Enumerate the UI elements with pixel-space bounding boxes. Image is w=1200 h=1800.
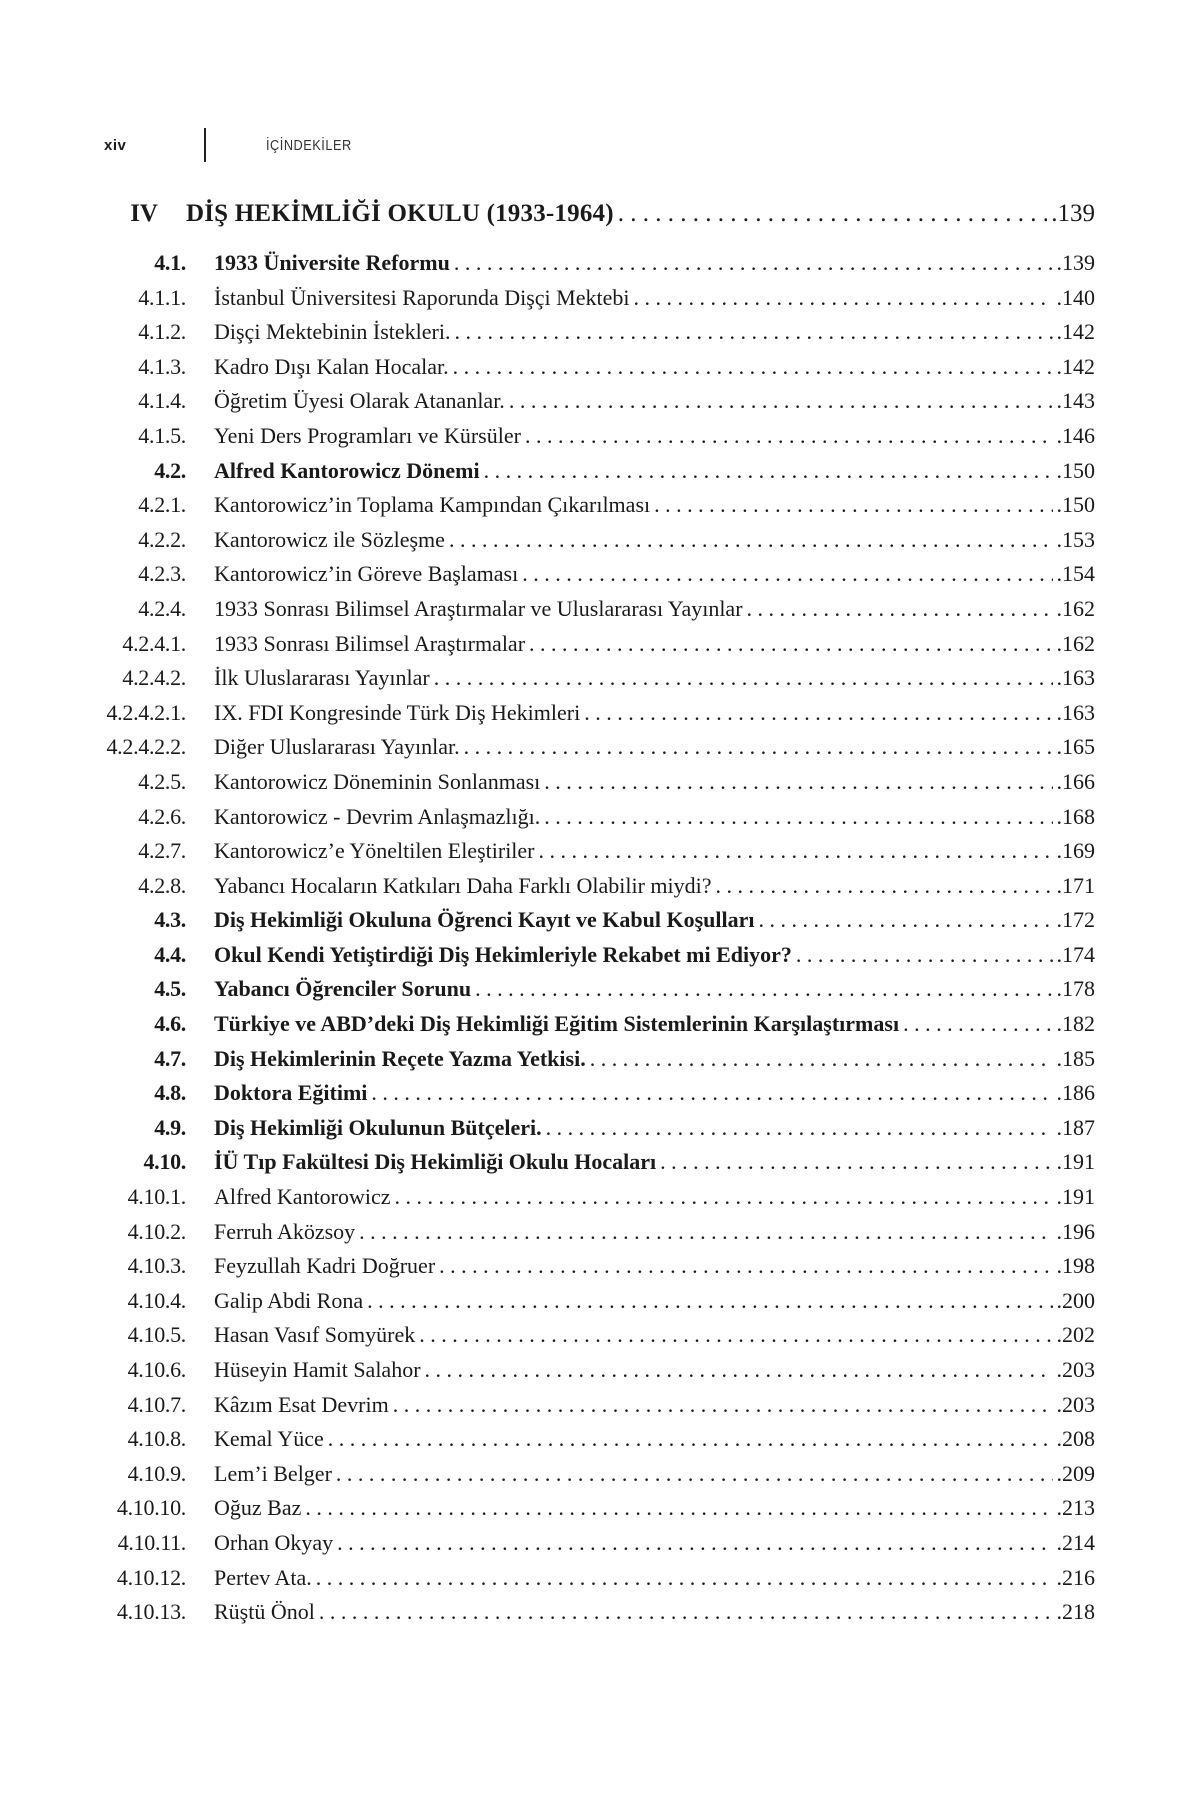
toc-entry-title: Hüseyin Hamit Salahor <box>214 1357 421 1382</box>
toc-entry-page-number: .163 <box>1056 699 1095 725</box>
toc-entry-page-number: .174 <box>1056 941 1095 967</box>
toc-entry-page-number: .153 <box>1056 526 1095 552</box>
toc-entry <box>104 561 1095 596</box>
page-number: xiv <box>104 136 127 154</box>
toc-entry <box>104 1011 1095 1046</box>
toc-entry <box>104 1357 1095 1392</box>
toc-entry <box>104 1219 1095 1254</box>
dot-leader <box>544 804 1052 830</box>
dot-leader <box>371 1080 1052 1106</box>
toc-entry-title: Alfred Kantorowicz Dönemi <box>214 457 480 483</box>
toc-entry-number: 4.2.5. <box>138 768 186 794</box>
toc-entry-number: 4.10.5. <box>127 1322 186 1348</box>
dot-leader <box>453 354 1053 380</box>
toc-entry-number: 4.2.6. <box>138 803 186 829</box>
toc-entry-number: 4.2.4.2. <box>122 665 186 691</box>
toc-entry-page-number: .203 <box>1056 1391 1095 1417</box>
toc-entry <box>104 492 1095 527</box>
toc-entry <box>104 1184 1095 1219</box>
toc-entry-title: İstanbul Üniversitesi Raporunda Dişçi Mektebi <box>214 284 630 310</box>
toc-entry-page-number: .154 <box>1056 561 1095 587</box>
toc-entry <box>104 527 1095 562</box>
dot-leader <box>633 285 1052 311</box>
toc-entry-number: 4.2.4.1. <box>122 630 186 656</box>
toc-entry-title: Galip Abdi Rona <box>214 1287 364 1313</box>
toc-entry-title: Kantorowicz ile Sözleşme <box>214 526 445 552</box>
dot-leader <box>393 1392 1053 1418</box>
toc-entry-number: 4.2.8. <box>138 872 186 898</box>
toc-entry-page-number: .216 <box>1056 1564 1095 1590</box>
toc-entry-title: Kemal Yüce <box>214 1426 324 1452</box>
toc-entry-page-number: .146 <box>1056 422 1095 448</box>
dot-leader <box>525 423 1053 449</box>
toc-entry-page-number: .166 <box>1056 768 1095 794</box>
dot-leader <box>522 561 1052 587</box>
toc-entry <box>104 388 1095 423</box>
toc-entry-number: 4.10.8. <box>127 1426 186 1452</box>
toc-entry-title: Öğretim Üyesi Olarak Atananlar. <box>214 388 505 414</box>
toc-entry-title: Kâzım Esat Devrim <box>214 1391 389 1417</box>
toc-entry-page-number: .162 <box>1056 595 1095 621</box>
toc-entry-page-number: .209 <box>1056 1460 1095 1486</box>
toc-entry-page-number: .218 <box>1056 1599 1095 1625</box>
toc-entry-title: Oğuz Baz <box>214 1495 302 1521</box>
dot-leader <box>395 1184 1053 1210</box>
toc-entry-number: 4.2.4.2.2. <box>106 734 186 760</box>
toc-entry <box>104 458 1095 493</box>
toc-entry <box>104 942 1095 977</box>
toc-entry <box>104 354 1095 389</box>
toc-entry <box>104 804 1095 839</box>
toc-entry-page-number: .213 <box>1056 1495 1095 1521</box>
toc-entry <box>104 1046 1095 1081</box>
dot-leader <box>336 1461 1053 1487</box>
toc-entry-page-number: .150 <box>1056 492 1095 518</box>
toc-entry <box>104 665 1095 700</box>
dot-leader <box>439 1253 1052 1279</box>
toc-entry-title: İÜ Tıp Fakültesi Diş Hekimliği Okulu Hocaları <box>214 1149 657 1175</box>
dot-leader <box>434 665 1053 691</box>
dot-leader <box>544 769 1052 795</box>
toc-entry-title: Dişçi Mektebinin İstekleri. <box>214 319 451 345</box>
dot-leader <box>484 458 1053 484</box>
toc-entry-number: 4.9. <box>154 1114 186 1140</box>
dot-leader <box>509 388 1053 414</box>
toc-entry <box>104 285 1095 320</box>
dot-leader <box>419 1322 1052 1348</box>
toc-entry-page-number: .139 <box>1056 250 1095 275</box>
toc-entry-title: Diş Hekimliği Okulunun Bütçeleri. <box>214 1114 542 1140</box>
dot-leader <box>475 976 1052 1002</box>
toc-entry-page-number: .168 <box>1056 803 1095 829</box>
toc-entry-number: 4.2.2. <box>138 526 186 552</box>
toc-entry-title: Ferruh Aközsoy <box>214 1218 356 1244</box>
toc-entry-title: İlk Uluslararası Yayınlar <box>214 665 430 691</box>
toc-entry-number: 4.1.5. <box>138 422 186 448</box>
toc-entry-page-number: .198 <box>1056 1253 1095 1279</box>
dot-leader <box>539 838 1053 864</box>
toc-entry <box>104 1495 1095 1530</box>
toc-entry-page-number: .187 <box>1056 1114 1095 1140</box>
toc-entry-number: 4.1.4. <box>138 388 186 414</box>
toc-entry <box>104 838 1095 873</box>
dot-leader <box>359 1219 1052 1245</box>
toc-entry-number: 4.1. <box>154 250 186 275</box>
toc-entry-number: 4.10.6. <box>127 1357 186 1382</box>
toc-entry-page-number: .203 <box>1056 1357 1095 1382</box>
toc-entry-title: Yeni Ders Programları ve Kürsüler <box>214 422 521 448</box>
toc-entry-number: 4.10.10. <box>116 1495 186 1521</box>
toc-entry <box>104 734 1095 769</box>
toc-entry-number: 4.10.4. <box>127 1287 186 1313</box>
toc-entry-page-number: .171 <box>1056 872 1095 898</box>
dot-leader <box>367 1288 1052 1314</box>
toc-entry-title: 1933 Sonrası Bilimsel Araştırmalar <box>214 630 526 656</box>
dot-leader <box>316 1565 1053 1591</box>
toc-entry <box>104 873 1095 908</box>
dot-leader <box>546 1115 1053 1141</box>
toc-entry-page-number: .178 <box>1056 976 1095 1002</box>
dot-leader <box>654 492 1052 518</box>
dot-leader <box>337 1530 1052 1556</box>
chapter-number: IV <box>130 200 158 227</box>
chapter-page-number: .139 <box>1051 200 1095 227</box>
toc-entry-number: 4.10.9. <box>127 1460 186 1486</box>
toc-entry-number: 4.2.3. <box>138 561 186 587</box>
toc-entry-page-number: .191 <box>1056 1149 1095 1175</box>
toc-entry-number: 4.2.4. <box>138 595 186 621</box>
toc-entry <box>104 1253 1095 1288</box>
dot-leader <box>464 734 1053 760</box>
toc-entry-title: Hasan Vasıf Somyürek <box>214 1322 416 1348</box>
dot-leader <box>425 1357 1053 1383</box>
toc-entry <box>104 1288 1095 1323</box>
toc-entry <box>104 596 1095 631</box>
toc-entry-page-number: .162 <box>1056 630 1095 656</box>
toc-entry-title: IX. FDI Kongresinde Türk Diş Hekimleri <box>214 699 581 725</box>
running-title: İÇİNDEKİLER <box>266 136 352 154</box>
dot-leader <box>747 596 1053 622</box>
toc-list <box>104 250 1095 1634</box>
toc-entry-number: 4.1.3. <box>138 353 186 379</box>
chapter-title: DİŞ HEKİMLİĞİ OKULU (1933-1964) <box>186 200 614 227</box>
toc-entry-number: 4.8. <box>154 1080 186 1106</box>
toc-entry-page-number: .208 <box>1056 1426 1095 1452</box>
toc-entry-number: 4.6. <box>154 1011 186 1037</box>
dot-leader <box>590 1046 1053 1072</box>
toc-entry-title: Pertev Ata. <box>214 1564 312 1590</box>
toc-entry <box>104 631 1095 666</box>
toc-entry <box>104 1461 1095 1496</box>
toc-entry-number: 4.10.13. <box>116 1599 186 1625</box>
toc-entry-number: 4.10.12. <box>116 1564 186 1590</box>
toc-entry-title: Yabancı Öğrenciler Sorunu <box>214 976 472 1002</box>
dot-leader <box>454 250 1053 276</box>
dot-leader <box>618 200 1047 228</box>
toc-entry-number: 4.10.1. <box>127 1184 186 1210</box>
toc-entry-number: 4.10.3. <box>127 1253 186 1279</box>
toc-entry-title: 1933 Sonrası Bilimsel Araştırmalar ve Uluslararası Yayınlar <box>214 595 743 621</box>
toc-entry <box>104 1322 1095 1357</box>
dot-leader <box>449 527 1053 553</box>
toc-entry <box>104 700 1095 735</box>
toc-entry-page-number: .172 <box>1056 907 1095 933</box>
dot-leader <box>796 942 1053 968</box>
toc-entry-page-number: .163 <box>1056 665 1095 691</box>
toc-entry-title: Doktora Eğitimi <box>214 1080 368 1106</box>
toc-entry-title: Diğer Uluslararası Yayınlar. <box>214 734 460 760</box>
toc-entry-title: 1933 Üniversite Reformu <box>214 250 450 275</box>
toc-entry-title: Kantorowicz’in Göreve Başlaması <box>214 561 519 587</box>
toc-entry-number: 4.10.2. <box>127 1218 186 1244</box>
toc-entry-page-number: .140 <box>1056 284 1095 310</box>
toc-entry-page-number: .200 <box>1056 1287 1095 1313</box>
dot-leader <box>529 631 1052 657</box>
toc-entry-page-number: .202 <box>1056 1322 1095 1348</box>
toc-entry-number: 4.2.7. <box>138 838 186 864</box>
toc-entry-title: Kadro Dışı Kalan Hocalar. <box>214 353 449 379</box>
toc-entry <box>104 1565 1095 1600</box>
toc-entry-page-number: .196 <box>1056 1218 1095 1244</box>
toc-entry <box>104 907 1095 942</box>
toc-entry-title: Orhan Okyay <box>214 1529 334 1555</box>
toc-entry-title: Okul Kendi Yetiştirdiği Diş Hekimleriyle Rekabet mi Ediyor? <box>214 941 792 967</box>
toc-entry-number: 4.5. <box>154 976 186 1002</box>
toc-entry <box>104 1392 1095 1427</box>
toc-entry-number: 4.10.11. <box>117 1529 186 1555</box>
toc-entry-number: 4.2. <box>154 457 186 483</box>
toc-entry-page-number: .169 <box>1056 838 1095 864</box>
toc-entry-title: Kantorowicz Döneminin Sonlanması <box>214 768 541 794</box>
toc-entry-title: Alfred Kantorowicz <box>214 1184 391 1210</box>
toc-entry-page-number: .214 <box>1056 1529 1095 1555</box>
toc-entry-number: 4.3. <box>154 907 186 933</box>
toc-entry-title: Lem’i Belger <box>214 1460 332 1486</box>
toc-entry-title: Kantorowicz’in Toplama Kampından Çıkarılması <box>214 492 651 518</box>
toc-entry <box>104 769 1095 804</box>
dot-leader <box>716 873 1053 899</box>
toc-entry-title: Feyzullah Kadri Doğruer <box>214 1253 436 1279</box>
toc-entry-title: Kantorowicz’e Yöneltilen Eleştiriler <box>214 838 535 864</box>
toc-entry <box>104 976 1095 1011</box>
toc-entry-title: Yabancı Hocaların Katkıları Daha Farklı Olabilir miydi? <box>214 872 712 898</box>
toc-entry-number: 4.1.1. <box>138 284 186 310</box>
toc-entry-page-number: .142 <box>1056 319 1095 345</box>
toc-entry-page-number: .150 <box>1056 457 1095 483</box>
toc-entry-number: 4.10. <box>143 1149 186 1175</box>
toc-entry-number: 4.2.4.2.1. <box>106 699 186 725</box>
toc-entry-title: Rüştü Önol <box>214 1599 315 1625</box>
toc-entry <box>104 1426 1095 1461</box>
toc-entry-title: Türkiye ve ABD’deki Diş Hekimliği Eğitim Sistemlerinin Karşılaştırması <box>214 1011 900 1037</box>
toc-entry-number: 4.7. <box>154 1045 186 1071</box>
toc-entry-page-number: .143 <box>1056 388 1095 414</box>
toc-entry-page-number: .182 <box>1056 1011 1095 1037</box>
toc-entry-page-number: .186 <box>1056 1080 1095 1106</box>
toc-entry-number: 4.10.7. <box>127 1391 186 1417</box>
header-divider <box>204 128 206 162</box>
toc-entry <box>104 250 1095 285</box>
chapter-heading <box>104 200 1095 236</box>
toc-entry-title: Kantorowicz - Devrim Anlaşmazlığı. <box>214 803 541 829</box>
toc-entry-number: 4.2.1. <box>138 492 186 518</box>
toc-entry <box>104 423 1095 458</box>
dot-leader <box>454 319 1052 345</box>
toc-entry-title: Diş Hekimlerinin Reçete Yazma Yetkisi. <box>214 1045 586 1071</box>
toc-entry-number: 4.4. <box>154 941 186 967</box>
toc-entry <box>104 1115 1095 1150</box>
dot-leader <box>305 1495 1052 1521</box>
toc-entry <box>104 1530 1095 1565</box>
toc-entry <box>104 1599 1095 1634</box>
running-header <box>104 130 367 160</box>
dot-leader <box>759 907 1053 933</box>
toc-entry-page-number: .191 <box>1056 1184 1095 1210</box>
toc-entry-page-number: .165 <box>1056 734 1095 760</box>
dot-leader <box>660 1149 1052 1175</box>
dot-leader <box>584 700 1052 726</box>
dot-leader <box>903 1011 1052 1037</box>
dot-leader <box>319 1599 1053 1625</box>
toc-entry <box>104 1149 1095 1184</box>
dot-leader <box>328 1426 1053 1452</box>
toc-entry <box>104 319 1095 354</box>
toc-entry-page-number: .142 <box>1056 353 1095 379</box>
toc-entry-number: 4.1.2. <box>138 319 186 345</box>
toc-entry <box>104 1080 1095 1115</box>
toc-entry-page-number: .185 <box>1056 1045 1095 1071</box>
toc-entry-title: Diş Hekimliği Okuluna Öğrenci Kayıt ve Kabul Koşulları <box>214 907 755 933</box>
